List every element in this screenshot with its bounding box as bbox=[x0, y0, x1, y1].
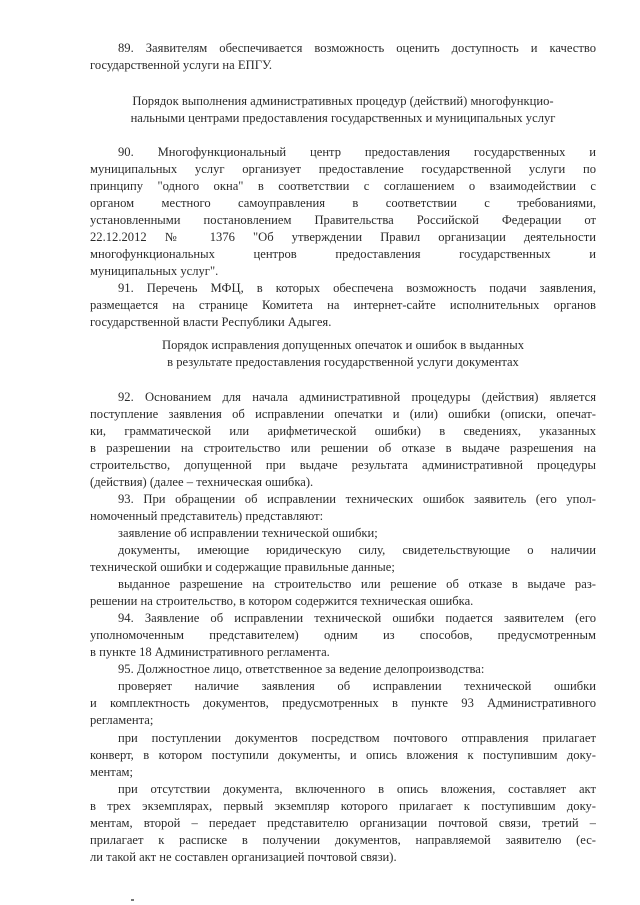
paragraph-90-line-6: 22.12.2012 № 1376 "Об утверждении Правил организации деятельности bbox=[90, 230, 596, 244]
paragraph-95-item-1-line-1: проверяет наличие заявления об исправлении технической ошибки bbox=[118, 679, 596, 693]
paragraph-90-line-1: 90. Многофункциональный центр предоставления государственных и bbox=[118, 145, 596, 159]
paragraph-95-item-3-line-4: прилагает к расписке в получении документов, направляемой заявителю (ес- bbox=[90, 833, 596, 847]
paragraph-93-item-2-line-1: документы, имеющие юридическую силу, свидетельствующие о наличии bbox=[118, 543, 596, 557]
paragraph-93-line-1: 93. При обращении об исправлении технических ошибок заявитель (его упол- bbox=[118, 492, 596, 506]
paragraph-92-line-6: (действия) (далее – техническая ошибка). bbox=[90, 475, 314, 489]
paragraph-93-item-3-line-2: решении на строительство, в котором содержится техническая ошибка. bbox=[90, 594, 474, 608]
paragraph-95-line-1: 95. Должностное лицо, ответственное за ведение делопроизводства: bbox=[118, 662, 485, 676]
section-heading-corrections-line-2: в результате предоставления государственной услуги документах bbox=[167, 355, 519, 369]
section-heading-corrections-line-1: Порядок исправления допущенных опечаток и ошибок в выданных bbox=[161, 338, 525, 352]
section-heading-mfc-line-1: Порядок выполнения административных процедур (действий) многофункцио- bbox=[132, 94, 554, 108]
paragraph-92-line-4: в разрешении на строительство или решении об отказе в выдаче разрешения на bbox=[90, 441, 596, 455]
paragraph-92-line-5: строительство, допущенной при выдаче результата административной процедуры bbox=[90, 458, 596, 472]
paragraph-91-line-2: размещается на странице Комитета на интернет-сайте исполнительных органов bbox=[90, 298, 596, 312]
paragraph-91-line-1: 91. Перечень МФЦ, в которых обеспечена возможность подачи заявления, bbox=[118, 281, 596, 295]
paragraph-89-line-2: государственной услуги на ЕПГУ. bbox=[90, 58, 272, 72]
paragraph-90-line-4: органом местного самоуправления в соответствии с требованиями, bbox=[90, 196, 596, 210]
paragraph-90-line-2: муниципальных услуг организует предоставление государственной услуги по bbox=[90, 162, 596, 176]
paragraph-95-item-3-line-2: в трех экземплярах, первый экземпляр которого прилагает к поступившим доку- bbox=[90, 799, 596, 813]
paragraph-95-item-2-line-2: конверт, в котором поступили документы, и опись вложения к поступившим доку- bbox=[90, 748, 596, 762]
paragraph-90-line-5: установленными постановлением Правительства Российской Федерации от bbox=[90, 213, 596, 227]
paragraph-95-item-3-line-1: при отсутствии документа, включенного в опись вложения, составляет акт bbox=[118, 782, 596, 796]
paragraph-93-item-2-line-2: технической ошибки и содержащие правильные данные; bbox=[90, 560, 395, 574]
paragraph-93-item-3-line-1: выданное разрешение на строительство или решение об отказе в выдаче раз- bbox=[118, 577, 596, 591]
paragraph-95-item-1-line-3: регламента; bbox=[90, 713, 154, 727]
paragraph-95-item-2-line-3: ментам; bbox=[90, 765, 134, 779]
paragraph-92-line-1: 92. Основанием для начала административной процедуры (действия) является bbox=[118, 390, 596, 404]
scan-artifact bbox=[131, 899, 134, 901]
paragraph-90-line-3: принципу "одного окна" в соответствии с соглашением о взаимодействии с bbox=[90, 179, 596, 193]
paragraph-90-line-7: многофункциональных центров предоставления государственных и bbox=[90, 247, 596, 261]
paragraph-90-line-8: муниципальных услуг". bbox=[90, 264, 219, 278]
paragraph-95-item-2-line-1: при поступлении документов посредством почтового отправления прилагает bbox=[118, 731, 596, 745]
paragraph-94-line-3: в пункте 18 Административного регламента. bbox=[90, 645, 330, 659]
paragraph-91-line-3: государственной власти Республики Адыгея. bbox=[90, 315, 332, 329]
paragraph-92-line-2: поступление заявления об исправлении опечатки и (или) ошибки (описки, опечат- bbox=[90, 407, 596, 421]
paragraph-92-line-3: ки, грамматической или арифметической ошибки) в сведениях, указанных bbox=[90, 424, 596, 438]
section-heading-mfc-line-2: нальными центрами предоставления государственных и муниципальных услуг bbox=[130, 111, 556, 125]
paragraph-95-item-1-line-2: и комплектность документов, предусмотренных в пункте 93 Административного bbox=[90, 696, 596, 710]
paragraph-95-item-3-line-5: ли такой акт не составлен организацией почтовой связи). bbox=[90, 850, 397, 864]
paragraph-93-item-1: заявление об исправлении технической ошибки; bbox=[118, 526, 378, 540]
paragraph-93-line-2: номоченный представитель) представляют: bbox=[90, 509, 324, 523]
paragraph-89-line-1: 89. Заявителям обеспечивается возможность оценить доступность и качество bbox=[118, 41, 596, 55]
paragraph-95-item-3-line-3: ментам, второй – передает представителю организации почтовой связи, третий – bbox=[90, 816, 596, 830]
paragraph-94-line-1: 94. Заявление об исправлении технической ошибки подается заявителем (его bbox=[118, 611, 596, 625]
paragraph-94-line-2: уполномоченным представителем) одним из способов, предусмотренным bbox=[90, 628, 596, 642]
